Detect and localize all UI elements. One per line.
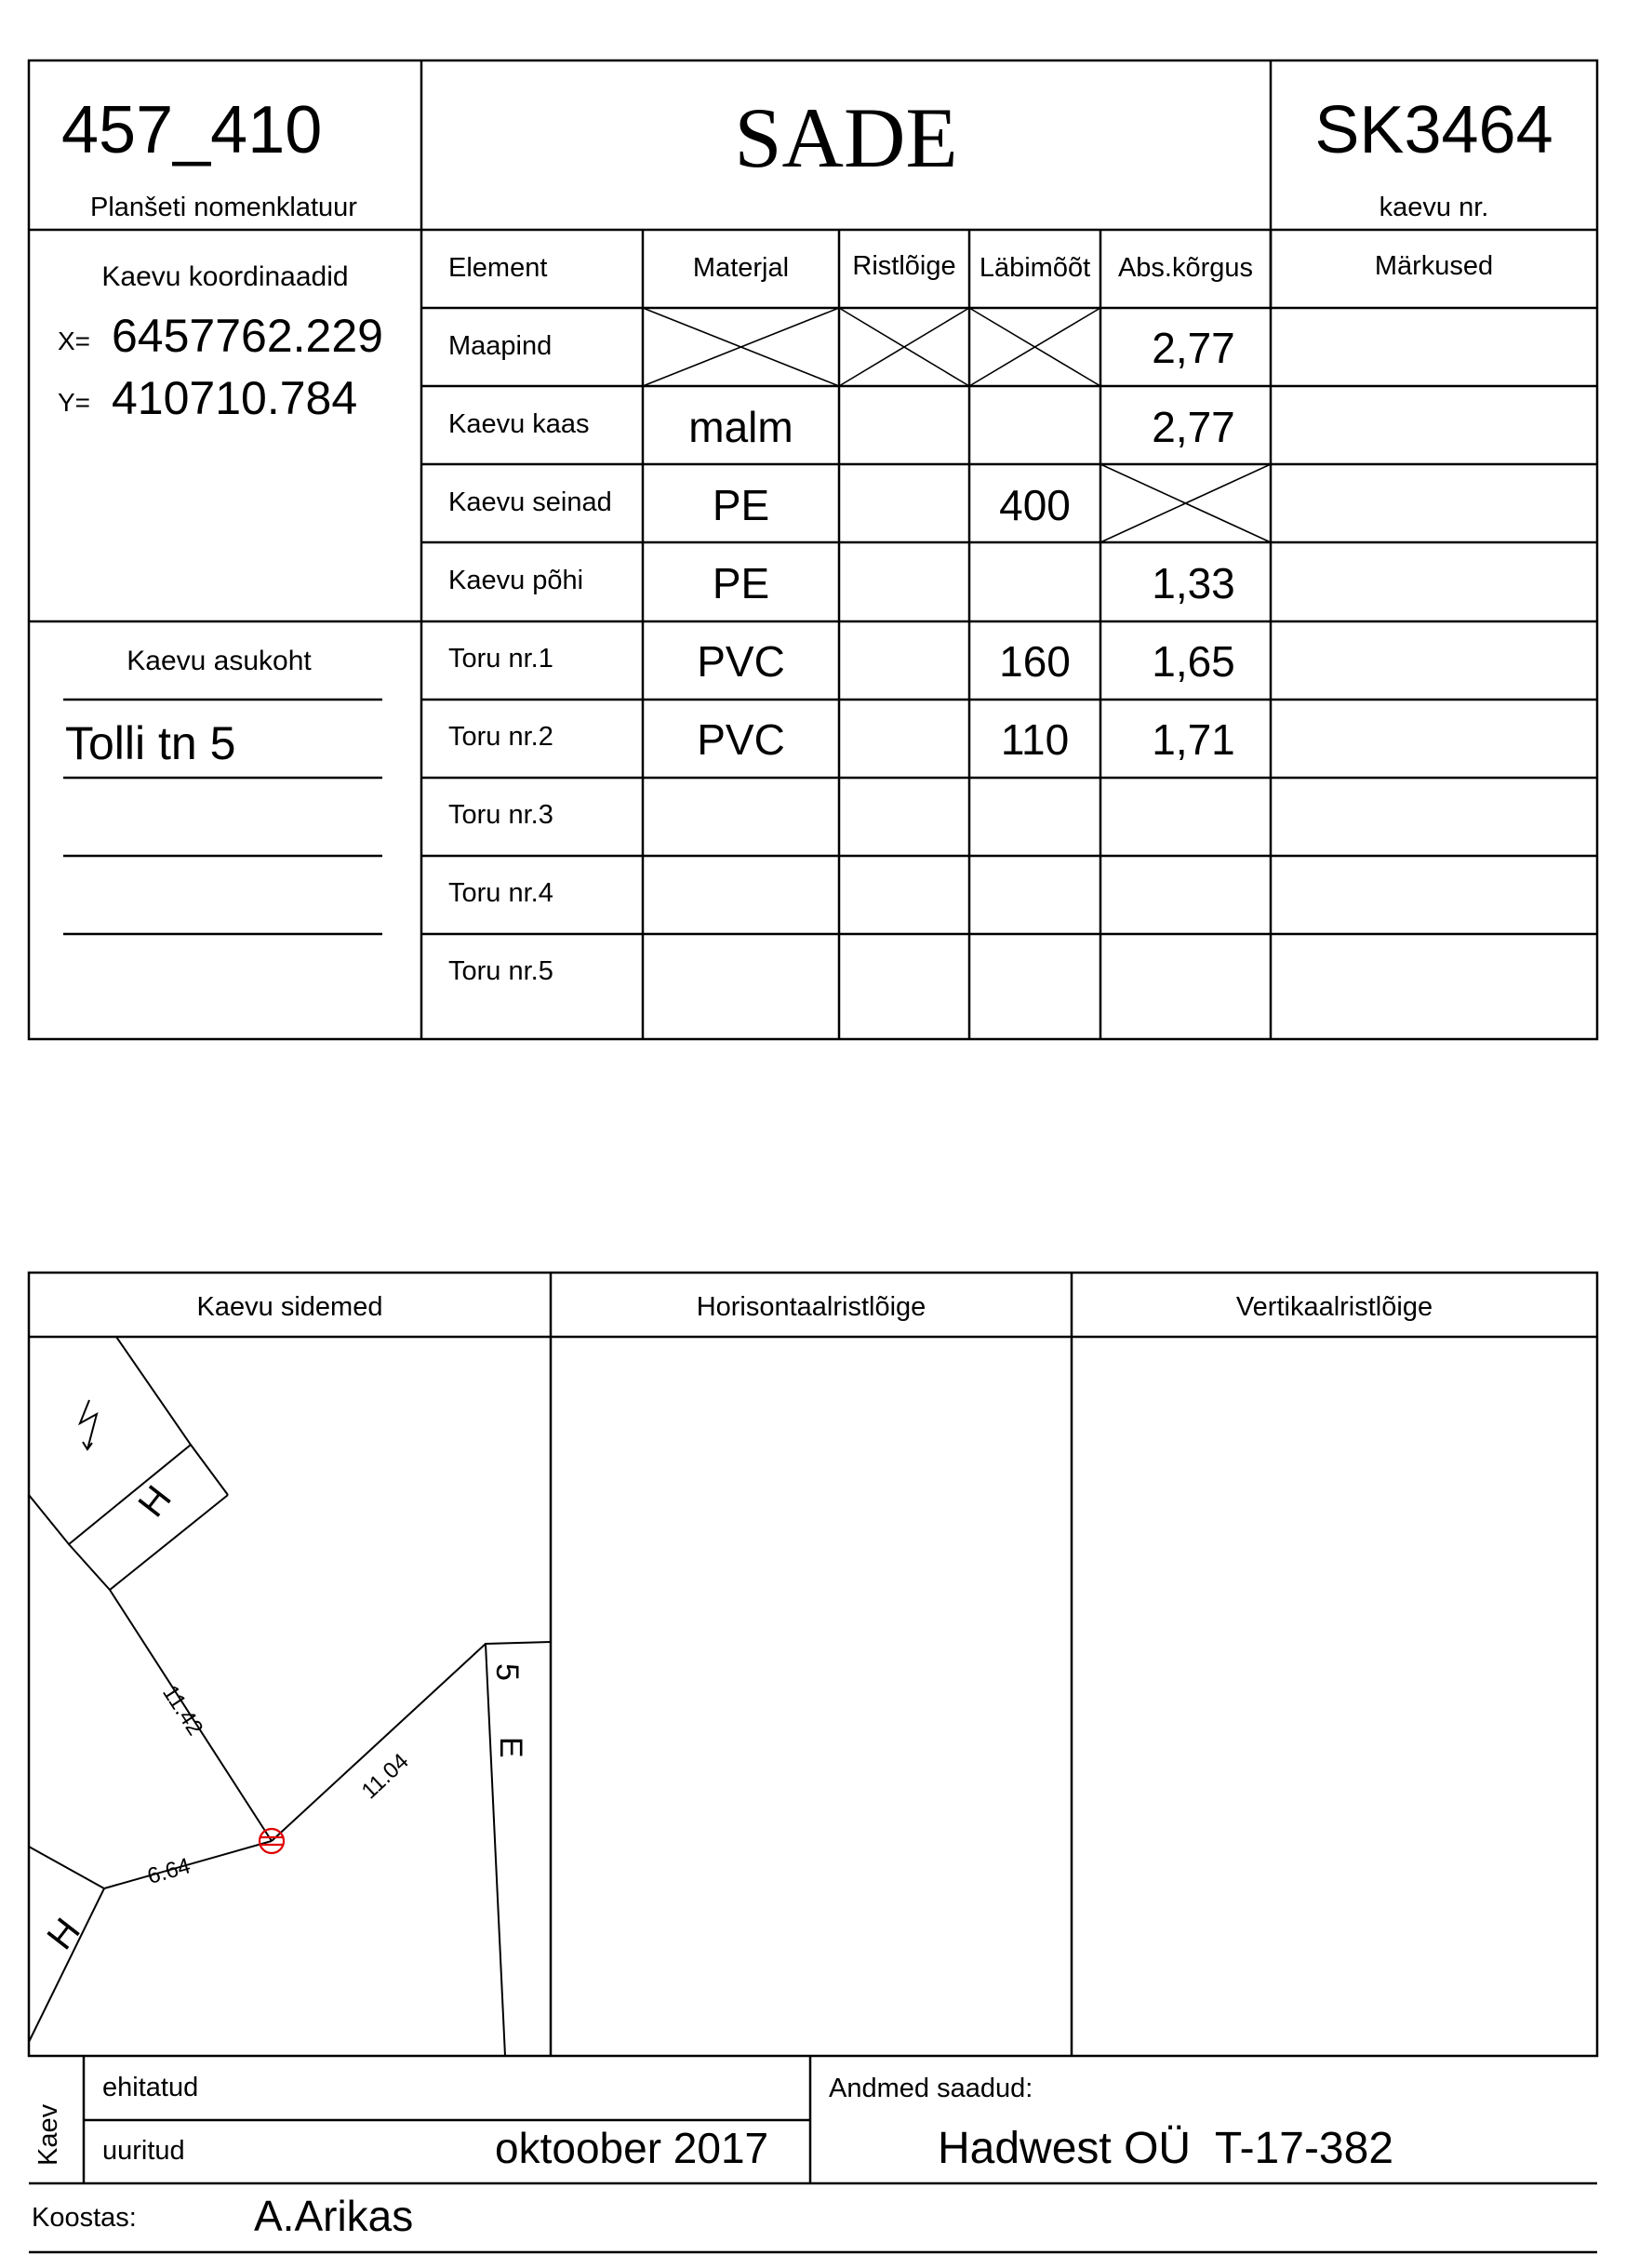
- building-label: 5: [489, 1663, 525, 1681]
- well-number-label: kaevu nr.: [1379, 193, 1489, 222]
- kaev-label: Kaev: [33, 2103, 63, 2166]
- col-header-element: Element: [448, 253, 548, 283]
- row-element: Toru nr.2: [448, 722, 553, 752]
- dimension-label: 11.04: [356, 1748, 414, 1805]
- row-diameter: 110: [1000, 715, 1070, 764]
- building-label: H: [39, 1911, 88, 1957]
- nomenclature-value: 457_410: [61, 93, 323, 167]
- row-material: PVC: [697, 715, 785, 764]
- data-source-label: Andmed saadud:: [829, 2074, 1033, 2103]
- section-horizontal-label: Horisontaalristlõige: [696, 1292, 926, 1322]
- nomenclature-label: Planšeti nomenklatuur: [90, 193, 357, 222]
- form-title: SADE: [734, 90, 958, 185]
- row-element: Maapind: [448, 331, 553, 361]
- building-label: H: [130, 1478, 180, 1525]
- row-material: PE: [712, 481, 770, 529]
- row-height: 1,65: [1152, 637, 1235, 686]
- row-element: Kaevu kaas: [448, 409, 590, 439]
- surveyed-label: uuritud: [102, 2136, 185, 2166]
- row-element: Kaevu seinad: [448, 487, 612, 517]
- dimension-label: 11.42: [157, 1680, 208, 1741]
- building-e-right: [486, 1642, 551, 2056]
- coordinates-label: Kaevu koordinaadid: [101, 261, 349, 292]
- x-coordinate: 6457762.229: [112, 310, 383, 362]
- row-height: 2,77: [1152, 324, 1235, 372]
- y-label: Y=: [58, 388, 91, 417]
- col-header-material: Materjal: [692, 253, 790, 283]
- row-material: PVC: [697, 637, 785, 686]
- building-label: E: [493, 1737, 528, 1758]
- row-height: 1,33: [1152, 559, 1235, 607]
- row-height: 1,71: [1152, 715, 1235, 764]
- section-vertical-label: Vertikaalristlõige: [1235, 1292, 1433, 1322]
- location-label: Kaevu asukoht: [127, 646, 312, 676]
- row-height: 2,77: [1152, 403, 1235, 451]
- row-element: Toru nr.1: [448, 644, 553, 674]
- y-coordinate: 410710.784: [112, 372, 358, 424]
- location-sketch: [29, 1337, 551, 2056]
- col-header-cross-section: Ristlõige: [852, 251, 956, 281]
- x-label: X=: [58, 327, 91, 355]
- section-ties-label: Kaevu sidemed: [196, 1292, 383, 1322]
- row-element: Toru nr.5: [448, 956, 553, 986]
- row-element: Toru nr.4: [448, 878, 553, 908]
- surveyed-value: oktoober 2017: [495, 2124, 769, 2172]
- data-source-value: Hadwest OÜ T-17-382: [938, 2124, 1394, 2173]
- col-header-notes: Märkused: [1374, 251, 1494, 281]
- row-element: Toru nr.3: [448, 800, 553, 830]
- built-label: ehitatud: [102, 2073, 199, 2102]
- well-number-value: SK3464: [1314, 93, 1553, 167]
- bottom-frame: [29, 1273, 1597, 2056]
- col-header-diameter: Läbimõõt: [979, 253, 1091, 283]
- lightning-icon: [80, 1400, 97, 1449]
- author-value: A.Arikas: [254, 2192, 414, 2240]
- author-label: Koostas:: [32, 2203, 137, 2233]
- row-diameter: 160: [999, 637, 1071, 686]
- row-element: Kaevu põhi: [448, 566, 584, 595]
- location-line-1: Tolli tn 5: [65, 717, 236, 769]
- row-diameter: 400: [999, 481, 1071, 529]
- row-material: malm: [688, 403, 793, 451]
- col-header-abs-height: Abs.kõrgus: [1117, 253, 1254, 283]
- row-material: PE: [712, 559, 770, 607]
- dimension-label: 6.64: [144, 1853, 193, 1890]
